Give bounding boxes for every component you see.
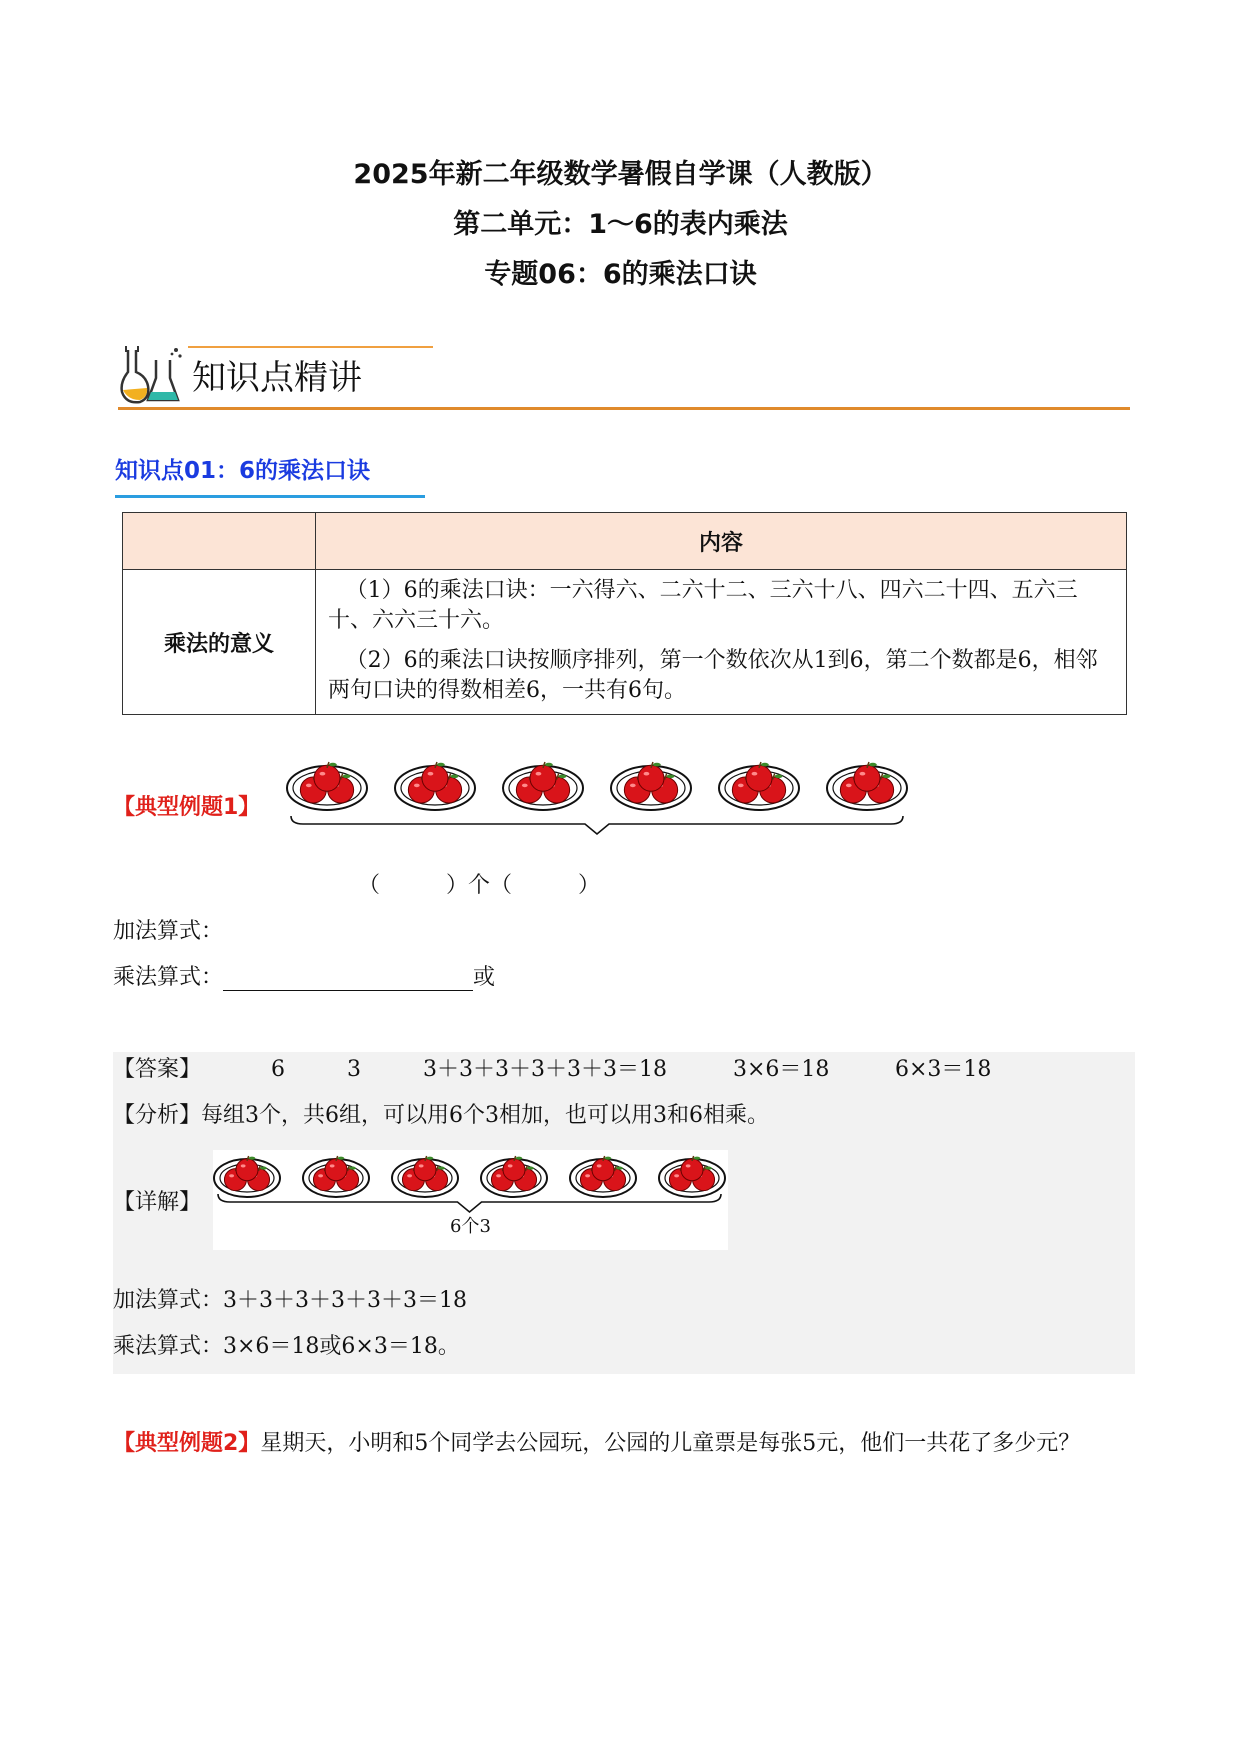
knowledge-point-title: 知识点01：6的乘法口诀 [115, 458, 371, 484]
answer-tag: 【答案】 [113, 1057, 202, 1082]
apple-plate-icon [719, 762, 799, 810]
table-header-left [123, 513, 316, 570]
brace-icon [218, 1194, 721, 1212]
apple-plate-icon [481, 1156, 547, 1197]
apple-plate-icon [392, 1156, 458, 1197]
apple-plate-icon [303, 1156, 369, 1197]
detail-multiplication-line: 乘法算式：3×6＝18或6×3＝18。 [113, 1334, 460, 1359]
apple-plates-icon [285, 752, 925, 848]
heading-rule [118, 407, 1130, 410]
content-paragraph-2: （2）6的乘法口诀按顺序排列，第一个数依次从1到6，第二个数都是6，相邻两句口诀的得数相差6，一共有6句。 [328, 648, 1098, 703]
apple-plate-icon [395, 762, 475, 810]
heading-top-line [188, 346, 433, 348]
knowledge-point-underline [115, 495, 425, 498]
answer-value: 6 [271, 1057, 285, 1082]
multiplication-label: 乘法算式： [113, 965, 224, 990]
table-row [123, 570, 1127, 715]
content-paragraph-1: （1）6的乘法口诀：一六得六、二六十二、三六十八、四六二十四、五六三十、六六三十六。 [328, 578, 1078, 633]
example2 [113, 1420, 1133, 1468]
topic-title: 专题06：6的乘法口诀 [484, 259, 757, 290]
table-header-row [123, 513, 1127, 570]
answer-value: 3＋3＋3＋3＋3＋3＝18 [423, 1057, 667, 1082]
knowledge-table [122, 512, 1127, 715]
table-row-content [316, 570, 1127, 715]
analysis-text: 每组3个，共6组，可以用6个3相加，也可以用3和6相乘。 [201, 1103, 769, 1128]
answer-value: 3×6＝18 [733, 1057, 830, 1082]
apple-plate-icon [827, 762, 907, 810]
example1-tag: 【典型例题1】 [113, 795, 261, 820]
example1-blanks: （ ）个（ ） [358, 873, 601, 898]
analysis-tag: 【分析】 [113, 1103, 202, 1128]
example2-tag: 【典型例题2】 [113, 1431, 261, 1456]
apple-plate-icon [570, 1156, 636, 1197]
unit-title: 第二单元：1～6的表内乘法 [453, 209, 788, 240]
multiplication-row [113, 960, 495, 991]
apple-plates-illustration [285, 752, 925, 848]
example2-text: 星期天，小明和5个同学去公园玩，公园的儿童票是每张5元，他们一共花了多少元？ [260, 1431, 1081, 1456]
answer-value: 3 [347, 1057, 361, 1082]
document-header [0, 150, 1241, 300]
addition-label: 加法算式： [113, 919, 224, 944]
answer-value: 6×3＝18 [895, 1057, 992, 1082]
answer-line [113, 1050, 201, 1090]
detail-tag: 【详解】 [113, 1190, 202, 1215]
document-title: 2025年新二年级数学暑假自学课（人教版） [353, 159, 888, 190]
apple-plate-icon [611, 762, 691, 810]
table-row-label: 乘法的意义 [123, 570, 316, 715]
apple-plate-icon [659, 1156, 725, 1197]
analysis-line [113, 1096, 769, 1136]
lab-flask-icon [118, 342, 184, 406]
detail-illustration [213, 1150, 728, 1250]
apple-plate-icon [287, 762, 367, 810]
detail-caption: 6个3 [450, 1216, 491, 1237]
detail-addition-line: 加法算式：3＋3＋3＋3＋3＋3＝18 [113, 1288, 467, 1313]
apple-plate-icon [503, 762, 583, 810]
section-label: 知识点精讲 [192, 358, 362, 398]
section-heading [118, 332, 1130, 410]
brace-icon [291, 816, 903, 834]
table-header-content: 内容 [316, 513, 1127, 570]
answer-blank[interactable] [223, 964, 473, 991]
apple-plate-icon [214, 1156, 280, 1197]
or-text: 或 [473, 965, 496, 990]
